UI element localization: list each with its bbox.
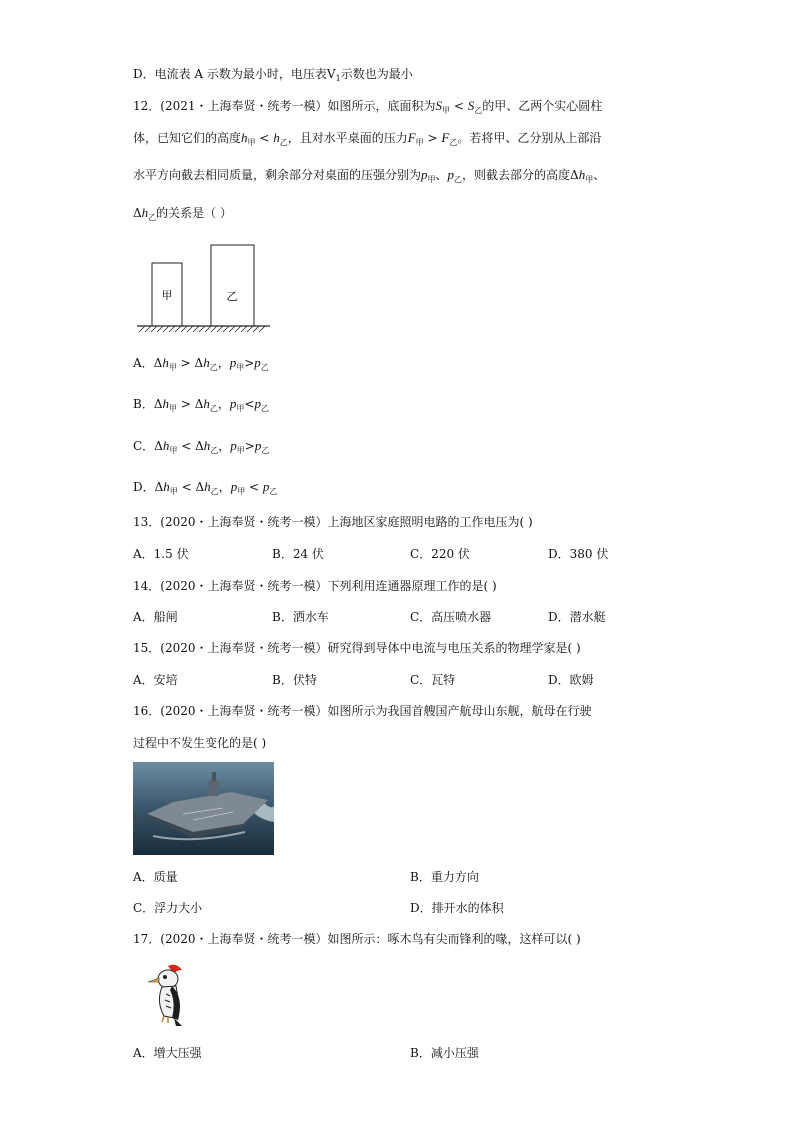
q12-line-3: 水平方向截去相同质量，剩余部分对桌面的压强分别为$p_甲$、$p_乙$，则截去部分的高度$\Delta h_甲$、: [133, 167, 606, 184]
q17-stem: 17．(2020・上海奉贤・统考一模）如图所示：啄木鸟有尖而锋利的喙，这样可以( ): [133, 932, 581, 946]
q15-stem: 15．(2020・上海奉贤・统考一模）研究得到导体中电流与电压关系的物理学家是( ): [133, 641, 581, 655]
q13-option-c: C．220 伏: [410, 547, 470, 561]
q16-option-a: A．质量: [133, 870, 178, 884]
table-hatch: [139, 326, 265, 332]
q16-stem-line-1: 16．(2020・上海奉贤・统考一模）如图所示为我国首艘国产航母山东舰，航母在行驶: [133, 704, 592, 718]
q16-stem-line-2: 过程中不发生变化的是( ): [133, 736, 267, 750]
q11-option-d: D．电流表 A 示数为最小时，电压表$V_1$示数也为最小: [133, 67, 413, 83]
q12-line-1: 12．(2021・上海奉贤・统考一模）如图所示，底面积为$S_甲 < S_乙$的甲、乙两个实心圆柱: [133, 98, 603, 115]
q13-option-d: D．380 伏: [548, 547, 609, 561]
q13-option-a: A．1.5 伏: [133, 547, 189, 561]
q16-option-c: C．浮力大小: [133, 901, 203, 915]
q15-option-d: D．欧姆: [548, 673, 594, 687]
q17-option-b: B．减小压强: [410, 1046, 479, 1060]
woodpecker-illustration: [146, 962, 190, 1028]
q17-option-a: A．增大压强: [133, 1046, 202, 1060]
q12-option-a: A．$\Delta h_甲 > \Delta h_乙$，$p_甲>p_乙$: [133, 355, 269, 372]
aircraft-carrier-photo: [133, 762, 274, 855]
q14-option-d: D．潜水艇: [548, 610, 606, 624]
q12-option-d: D．$\Delta h_甲 < \Delta h_乙$，$p_甲 < p_乙$: [133, 479, 278, 496]
cylinders-figure: [135, 240, 275, 335]
q16-option-d: D．排开水的体积: [410, 901, 504, 915]
q15-option-c: C．瓦特: [410, 673, 456, 687]
q15-option-b: B．伏特: [272, 673, 317, 687]
q14-stem: 14．(2020・上海奉贤・统考一模）下列利用连通器原理工作的是( ): [133, 579, 497, 593]
q14-option-b: B．洒水车: [272, 610, 329, 624]
q14-option-a: A．船闸: [133, 610, 178, 624]
q16-option-b: B．重力方向: [410, 870, 479, 884]
q12-option-b: B．$\Delta h_甲 > \Delta h_乙$，$p_甲<p_乙$: [133, 396, 269, 413]
q12-line-2: 体，已知它们的高度$h_甲 < h_乙$，且对水平桌面的压力$F_甲 > F_乙$。若将甲、乙分别从上部沿: [133, 130, 602, 147]
q12-option-c: C．$\Delta h_甲 < \Delta h_乙$，$p_甲>p_乙$: [133, 438, 270, 455]
q13-option-b: B．24 伏: [272, 547, 324, 561]
label-yi: 乙: [226, 290, 238, 303]
q15-option-a: A．安培: [133, 673, 178, 687]
label-jia: 甲: [161, 289, 173, 302]
q13-stem: 13．(2020・上海奉贤・统考一模）上海地区家庭照明电路的工作电压为( ): [133, 515, 533, 529]
q14-option-c: C．高压喷水器: [410, 610, 492, 624]
q12-line-4: $\Delta h_乙$的关系是（ ）: [133, 205, 232, 222]
cylinder-yi: [211, 245, 254, 326]
